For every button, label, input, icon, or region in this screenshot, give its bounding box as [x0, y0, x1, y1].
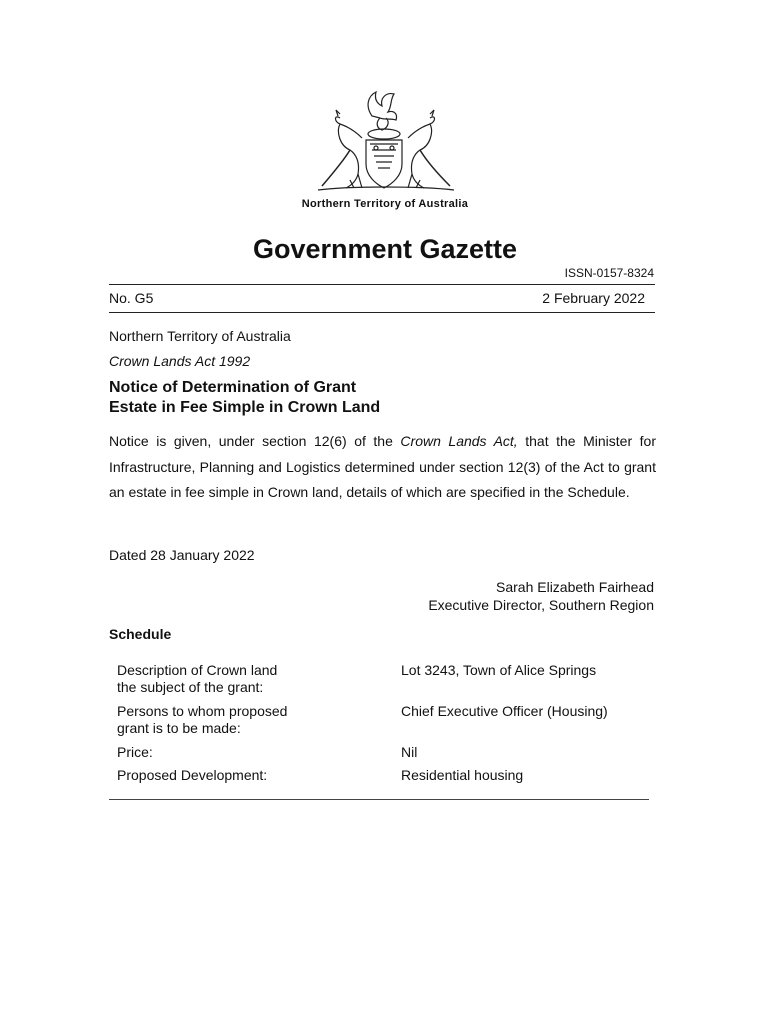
notice-act: Crown Lands Act 1992	[109, 353, 251, 369]
schedule-row-label	[117, 767, 327, 784]
notice-heading	[109, 378, 609, 418]
schedule-row	[117, 767, 657, 785]
notice-heading-line1: Notice of Determination of Grant	[109, 379, 357, 396]
schedule-label-line: the subject of the grant:	[117, 679, 264, 695]
schedule-label-line: Description of Crown land	[117, 662, 278, 678]
notice-body-act: Crown Lands Act,	[400, 433, 518, 449]
header-bottom-rule	[109, 312, 655, 313]
schedule-row-value: Chief Executive Officer (Housing)	[401, 703, 608, 719]
schedule-row	[117, 703, 657, 739]
end-rule	[109, 799, 649, 800]
schedule-row-label	[117, 744, 327, 761]
signatory-name: Sarah Elizabeth Fairhead	[496, 579, 654, 595]
notice-body-post: that the Minister for Infrastructure, Planning and Logistics determined under section 12(3) of the Act to grant an estate in fee simple in Crown land, details of which are specified in the Schedule.	[109, 433, 657, 500]
notice-dated: Dated 28 January 2022	[109, 547, 255, 563]
issn-number: ISSN-0157-8324	[564, 266, 654, 280]
issue-number: No. G5	[109, 290, 154, 306]
notice-heading-line2: Estate in Fee Simple in Crown Land	[109, 399, 381, 416]
schedule-row-value: Nil	[401, 744, 418, 760]
emblem-caption: Northern Territory of Australia	[301, 198, 469, 210]
schedule-label-line: grant is to be made:	[117, 720, 241, 736]
schedule-title: Schedule	[109, 626, 172, 642]
schedule-label-line: Persons to whom proposed	[117, 703, 288, 719]
schedule-row	[117, 744, 657, 762]
coat-of-arms-emblem	[310, 88, 460, 196]
header-top-rule	[109, 284, 655, 285]
schedule-row	[117, 662, 657, 698]
notice-jurisdiction: Northern Territory of Australia	[109, 328, 291, 344]
schedule-label-line: Proposed Development:	[117, 767, 268, 783]
signatory-title: Executive Director, Southern Region	[428, 597, 654, 613]
notice-body	[109, 429, 656, 506]
schedule-row-label	[117, 662, 327, 696]
schedule-row-value: Lot 3243, Town of Alice Springs	[401, 662, 597, 678]
notice-body-pre: Notice is given, under section 12(6) of the	[109, 433, 401, 449]
schedule-row-value: Residential housing	[401, 767, 524, 783]
issue-date: 2 February 2022	[542, 290, 645, 306]
schedule-label-line: Price:	[117, 744, 153, 760]
schedule-row-label	[117, 703, 327, 737]
signatory-block	[428, 578, 654, 614]
page-title: Government Gazette	[252, 234, 518, 264]
